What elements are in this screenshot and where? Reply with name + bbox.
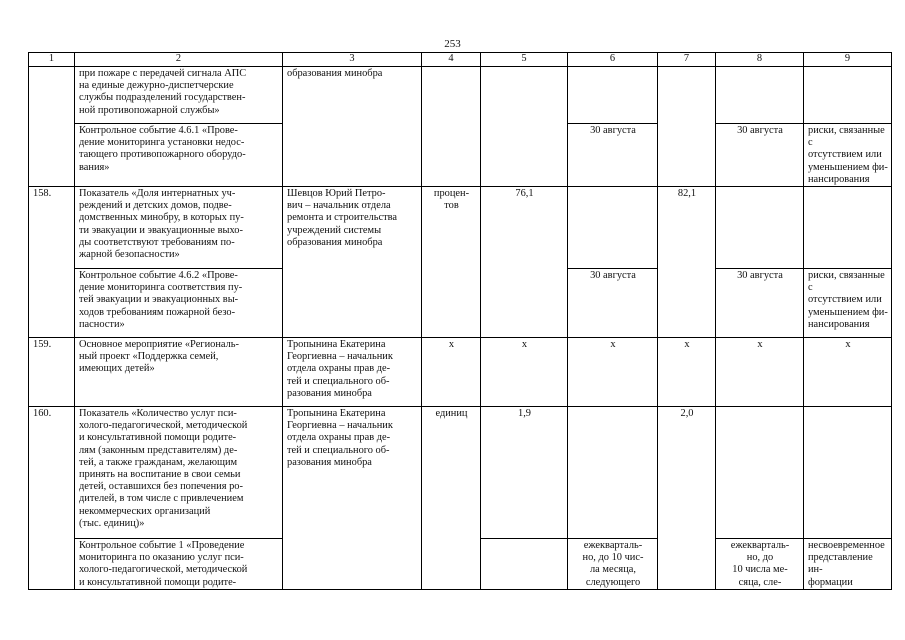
responsible-cell: Тропынина Екатерина Георгиевна – начальник отдела охраны прав де- тей и специального об- разования минобра — [283, 407, 422, 590]
value-cell: х — [568, 338, 658, 407]
value-cell: х — [804, 338, 892, 407]
value-cell — [568, 67, 658, 124]
value-cell: х — [481, 338, 568, 407]
col-header-7: 7 — [658, 53, 716, 67]
responsible-cell: Шевцов Юрий Петро- вич – начальник отдела ремонта и строительства учреждений системы образования минобра — [283, 187, 422, 338]
value-cell: 2,0 — [658, 407, 716, 590]
col-header-6: 6 — [568, 53, 658, 67]
row-number: 158. — [29, 187, 75, 338]
item-text: Контрольное событие 4.6.2 «Прове- дение мониторинга соответствия пу- тей эвакуации и эвакуационных вы- ходов требованиям пожарной безо- пасности» — [75, 269, 283, 338]
value-cell — [568, 407, 658, 539]
item-text: Основное мероприятие «Региональ- ный проект «Поддержка семей, имеющих детей» — [75, 338, 283, 407]
deadline-cell: 30 августа — [716, 269, 804, 338]
value-cell — [716, 187, 804, 269]
col-header-3: 3 — [283, 53, 422, 67]
table-row — [29, 407, 892, 539]
row-number — [29, 67, 75, 187]
risk-cell: несвоевременное представление ин- формации — [804, 539, 892, 590]
item-text: Контрольное событие 4.6.1 «Прове- дение мониторинга установки недос- тающего противопожарного оборудо- вания» — [75, 124, 283, 187]
value-cell — [716, 407, 804, 539]
value-cell — [481, 539, 568, 590]
value-cell — [481, 67, 568, 187]
value-cell — [658, 67, 716, 187]
unit-cell: процен- тов — [422, 187, 481, 338]
value-cell — [804, 67, 892, 124]
value-cell — [804, 187, 892, 269]
col-header-2: 2 — [75, 53, 283, 67]
deadline-cell: ежекварталь- но, до 10 чис- ла месяца, следующего — [568, 539, 658, 590]
col-header-1: 1 — [29, 53, 75, 67]
col-header-5: 5 — [481, 53, 568, 67]
deadline-cell: ежекварталь- но, до 10 числа ме- сяца, сле- — [716, 539, 804, 590]
row-number: 159. — [29, 338, 75, 407]
unit-cell — [422, 67, 481, 187]
item-text: при пожаре с передачей сигнала АПС на единые дежурно-диспетчерские службы подразделений государствен- ной противопожарной службы» — [75, 67, 283, 124]
value-cell — [568, 187, 658, 269]
col-header-9: 9 — [804, 53, 892, 67]
col-header-4: 4 — [422, 53, 481, 67]
column-number-row — [29, 53, 892, 67]
page-number: 253 — [444, 38, 461, 50]
item-text: Контрольное событие 1 «Проведение мониторинга по оказанию услуг пси- холого-педагогической, методической и консультативной помощи родите- — [75, 539, 283, 590]
deadline-cell: 30 августа — [716, 124, 804, 187]
table-row — [29, 67, 892, 124]
value-cell: 1,9 — [481, 407, 568, 539]
plan-table — [28, 52, 892, 590]
item-text: Показатель «Доля интернатных уч- реждений и детских домов, подве- домственных минобру, в которых пу- ти эвакуации и эвакуационные выхо- ды соответствуют требованиям по- жарной безопасности» — [75, 187, 283, 269]
unit-cell: единиц — [422, 407, 481, 590]
responsible-cell: Тропынина Екатерина Георгиевна – начальник отдела охраны прав де- тей и специального об- разования минобра — [283, 338, 422, 407]
col-header-8: 8 — [716, 53, 804, 67]
risk-cell: риски, связанные с отсутствием или уменьшением фи- нансирования — [804, 124, 892, 187]
table-row — [29, 338, 892, 407]
value-cell: 82,1 — [658, 187, 716, 338]
risk-cell: риски, связанные с отсутствием или уменьшением фи- нансирования — [804, 269, 892, 338]
table-row — [29, 187, 892, 269]
value-cell: х — [658, 338, 716, 407]
item-text: Показатель «Количество услуг пси- холого-педагогической, методической и консультативной помощи родите- лям (законным представителям) де- тей, а также гражданам, желающим принять на воспитание в свои семьи детей, оставшихся без попечения ро- дителей, в том числе с привлечением некоммерческих организаций (тыс. единиц)» — [75, 407, 283, 539]
value-cell: х — [716, 338, 804, 407]
row-number: 160. — [29, 407, 75, 590]
responsible-cell: образования минобра — [283, 67, 422, 187]
deadline-cell: 30 августа — [568, 124, 658, 187]
value-cell: 76,1 — [481, 187, 568, 338]
value-cell — [716, 67, 804, 124]
value-cell: х — [422, 338, 481, 407]
deadline-cell: 30 августа — [568, 269, 658, 338]
value-cell — [804, 407, 892, 539]
